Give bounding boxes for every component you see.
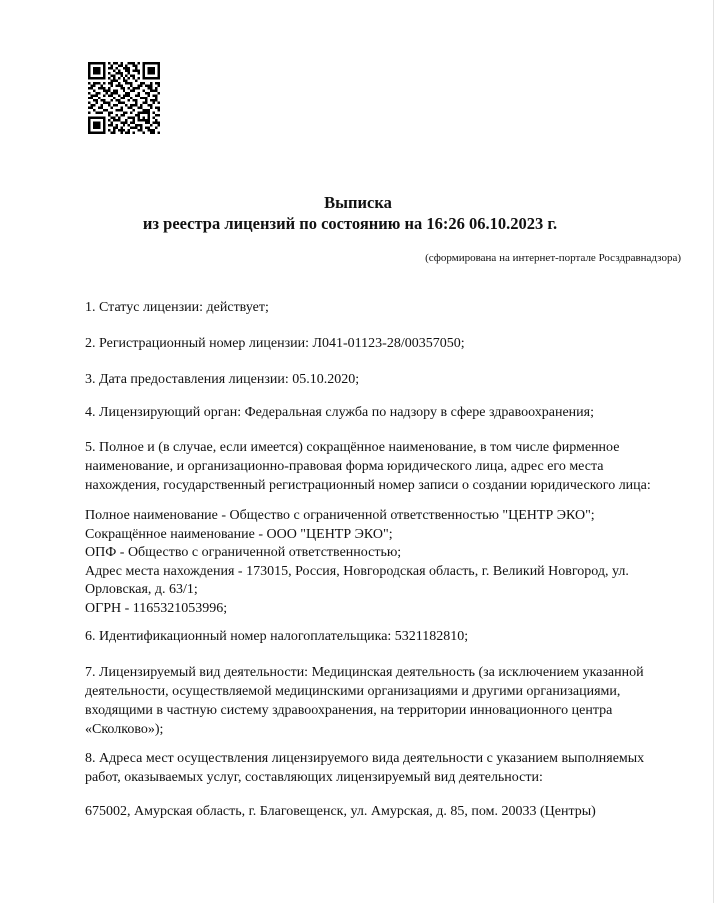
item-license-status: 1. Статус лицензии: действует; (85, 300, 269, 315)
item-licensing-authority: 4. Лицензирующий орган: Федеральная служба по надзору в сфере здравоохранения; (85, 405, 594, 420)
item-activity-type: 7. Лицензируемый вид деятельности: Медицинская деятельность (за исключением указанной деятельности, осуществляемой медицинскими организациями и другими организациями, входящими в частную систему здравоохранения, на территории инновационного центра «Сколково»); (85, 665, 644, 737)
source-note: (сформирована на интернет-портале Росздравнадзора) (425, 252, 681, 264)
item-issue-date: 3. Дата предоставления лицензии: 05.10.2020; (85, 372, 360, 387)
item-inn: 6. Идентификационный номер налогоплательщика: 5321182810; (85, 629, 469, 644)
item-activity-addresses: 8. Адреса мест осуществления лицензируемого вида деятельности с указанием выполняемых работ, оказываемых услуг, составляющих лицензируемый вид деятельности: (85, 751, 645, 785)
document-subtitle: из реестра лицензий по состоянию на 16:26 06.10.2023 г. (142, 214, 558, 233)
org-legal-form: ОПФ - Общество с ограниченной ответственностью; (85, 545, 402, 560)
org-short-name: Сокращённое наименование - ООО "ЦЕНТР ЭКО"; (85, 526, 393, 542)
org-full-name: Полное наименование - Общество с ограниченной ответственностью "ЦЕНТР ЭКО"; (85, 508, 595, 523)
org-ogrn: ОГРН - 1165321053996; (85, 600, 228, 616)
activity-address: 675002, Амурская область, г. Благовещенск, ул. Амурская, д. 85, пом. 20033 (Центры) (85, 804, 596, 819)
item-legal-entity-heading: 5. Полное и (в случае, если имеется) сокращённое наименование, в том числе фирменное наименование, и организационно-правовая форма юридического лица, адрес его места нахождения, государственный регистрационный номер записи о создании юридического лица: (85, 440, 651, 493)
org-address: Адрес места нахождения - 173015, Россия, Новгородская область, г. Великий Новгород, ул. Орловская, д. 63/1; (85, 563, 629, 597)
item-registration-number: 2. Регистрационный номер лицензии: Л041-01123-28/00357050; (85, 336, 465, 351)
document-title: Выписка (324, 193, 392, 212)
legal-entity-details (85, 507, 675, 618)
qr-code (88, 62, 160, 134)
